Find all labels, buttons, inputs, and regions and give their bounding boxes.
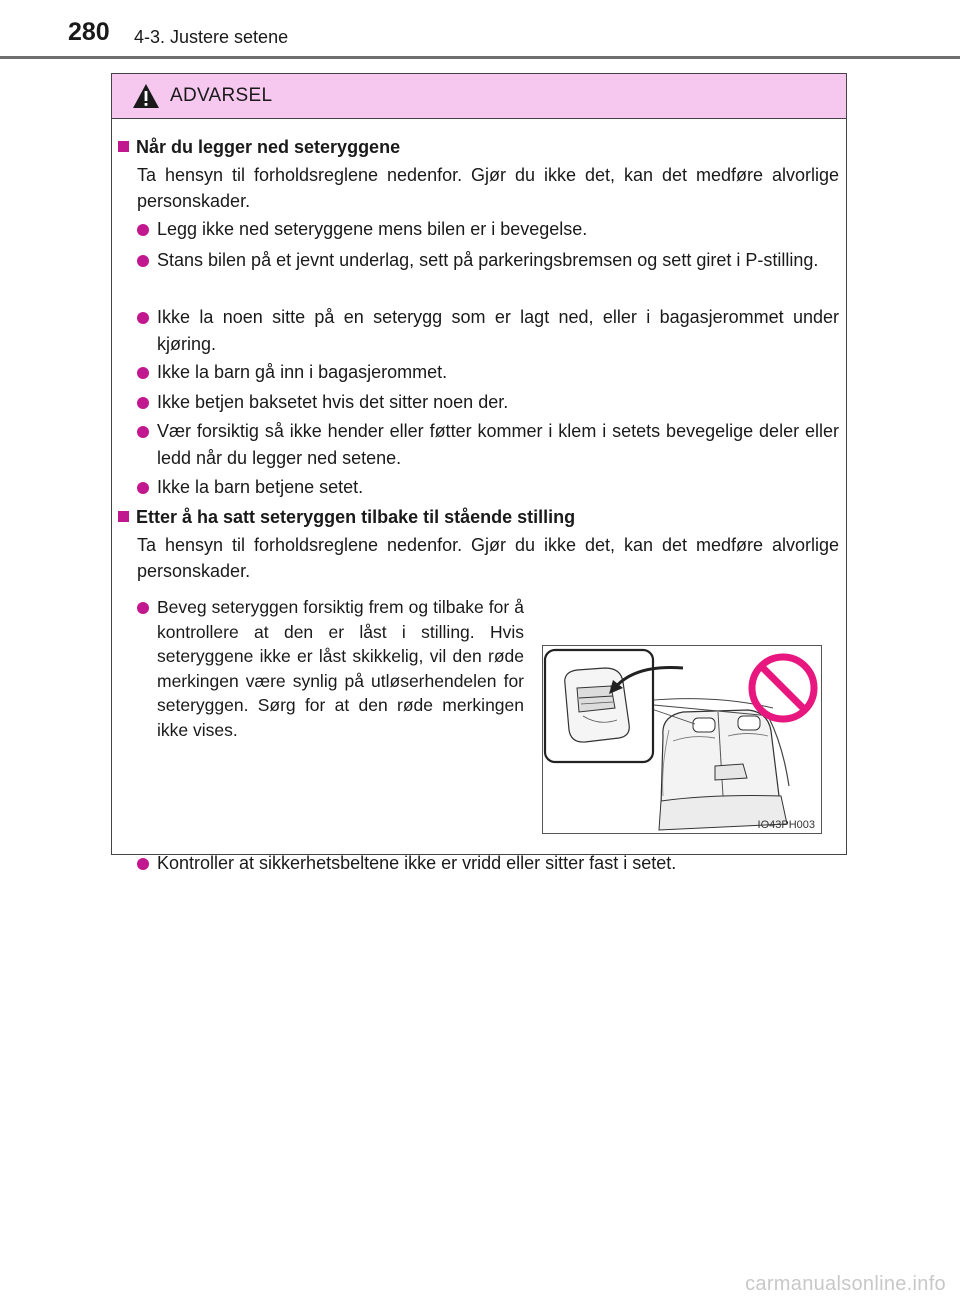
list-item: Ikke betjen baksetet hvis det sitter noen der. <box>137 389 839 416</box>
section-heading: Når du legger ned seteryggene <box>118 134 400 160</box>
square-bullet-icon <box>118 141 129 152</box>
page-header <box>0 0 960 60</box>
section-title: 4-3. Justere setene <box>134 27 289 47</box>
list-item: Ikke la noen sitte på en seterygg som er lagt ned, eller i bagasjerommet under kjøring. <box>137 304 839 358</box>
seat-illustration <box>542 645 822 834</box>
bullet-icon <box>137 255 149 267</box>
section-intro: Ta hensyn til forholdsreglene nedenfor. Gjør du ikke det, kan det medføre alvorlige personskader. <box>137 535 839 581</box>
bullet-icon <box>137 602 149 614</box>
bullet-icon <box>137 858 149 870</box>
header-divider <box>0 56 960 59</box>
list-item: Beveg seteryggen forsiktig frem og tilbake for å kontrollere at den er låst i stilling. Hvis seteryggene ikke er låst skikkelig, vil den røde merkingen være synlig på utløserhendelen for seteryggen. Sørg for at den røde merkingen ikke vises. <box>137 595 524 742</box>
warning-triangle-icon <box>132 83 160 109</box>
list-item: Ikke la barn betjene setet. <box>137 474 839 501</box>
list-item: Legg ikke ned seteryggene mens bilen er i bevegelse. <box>137 216 839 243</box>
bullet-icon <box>137 482 149 494</box>
section-heading: Etter å ha satt seteryggen tilbake til stående stilling <box>118 504 575 530</box>
warning-label: ADVARSEL <box>170 85 273 106</box>
bullet-icon <box>137 397 149 409</box>
section-intro: Ta hensyn til forholdsreglene nedenfor. Gjør du ikke det, kan det medføre alvorlige personskader. <box>137 165 839 211</box>
list-item: Stans bilen på et jevnt underlag, sett på parkeringsbremsen og sett giret i P-stilling. <box>137 247 839 274</box>
bullet-icon <box>137 367 149 379</box>
warning-header <box>112 74 846 119</box>
bullet-icon <box>137 224 149 236</box>
page-number: 280 <box>68 18 110 46</box>
figure-code: IO43PH003 <box>757 819 815 831</box>
list-item: Kontroller at sikkerhetsbeltene ikke er vridd eller sitter fast i setet. <box>137 850 839 877</box>
watermark: carmanualsonline.info <box>745 1273 946 1295</box>
bullet-icon <box>137 312 149 324</box>
warning-box <box>111 73 847 873</box>
bullet-icon <box>137 426 149 438</box>
list-item: Ikke la barn gå inn i bagasjerommet. <box>137 359 839 386</box>
rear-seat-illustration <box>543 646 822 834</box>
square-bullet-icon <box>118 511 129 522</box>
list-item: Vær forsiktig så ikke hender eller føtter kommer i klem i setets bevegelige deler eller ledd når du legger ned setene. <box>137 418 839 472</box>
